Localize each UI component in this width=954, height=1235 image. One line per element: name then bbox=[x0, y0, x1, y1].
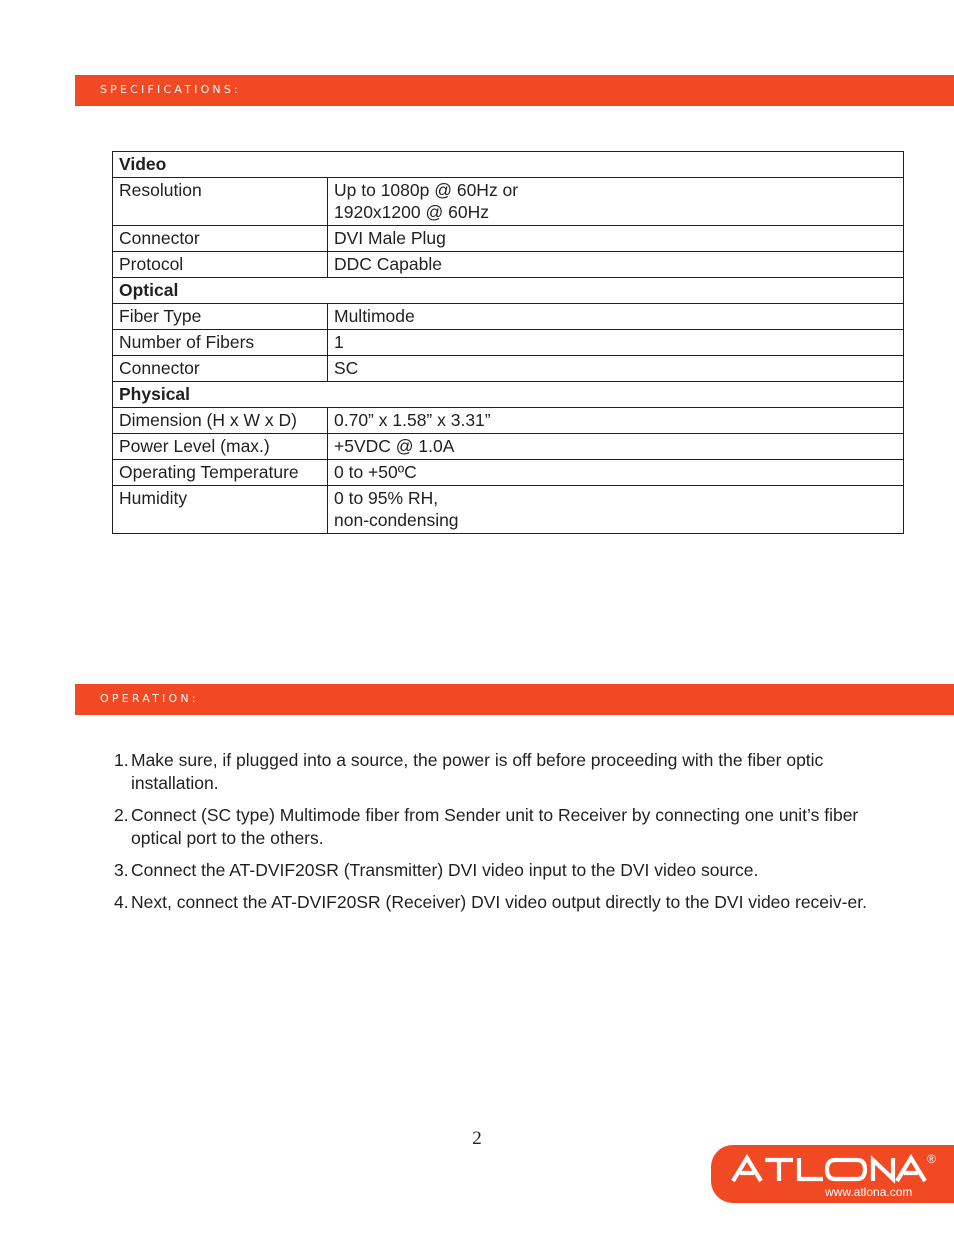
spec-row bbox=[113, 304, 904, 330]
spec-value bbox=[328, 252, 904, 278]
operation-step bbox=[112, 804, 902, 850]
spec-value-line: non-condensing bbox=[334, 510, 459, 530]
spec-label: Resolution bbox=[113, 178, 328, 226]
spec-value-line: +5VDC @ 1.0A bbox=[334, 436, 455, 456]
operation-steps-list bbox=[112, 749, 902, 923]
spec-label: Humidity bbox=[113, 486, 328, 534]
spec-value-line: Up to 1080p @ 60Hz or bbox=[334, 180, 519, 200]
spec-label: Fiber Type bbox=[113, 304, 328, 330]
page-number: 2 bbox=[472, 1128, 482, 1149]
spec-row bbox=[113, 434, 904, 460]
atlona-logo bbox=[711, 1145, 954, 1203]
spec-label: Connector bbox=[113, 356, 328, 382]
spec-label: Power Level (max.) bbox=[113, 434, 328, 460]
step-number: 1. bbox=[114, 750, 129, 770]
spec-label: Protocol bbox=[113, 252, 328, 278]
spec-row bbox=[113, 330, 904, 356]
spec-value-line: 0 to +50ºC bbox=[334, 462, 417, 482]
operation-step bbox=[112, 891, 902, 914]
spec-group-heading-row bbox=[113, 278, 904, 304]
spec-row bbox=[113, 252, 904, 278]
spec-value bbox=[328, 460, 904, 486]
spec-value bbox=[328, 226, 904, 252]
specifications-heading: SPECIFICATIONS: bbox=[100, 83, 241, 96]
spec-value-line: Multimode bbox=[334, 306, 415, 326]
spec-row bbox=[113, 408, 904, 434]
step-text: Make sure, if plugged into a source, the power is off before proceeding with the fiber optic installation. bbox=[131, 750, 824, 793]
specifications-section-bar bbox=[75, 75, 954, 106]
spec-row bbox=[113, 226, 904, 252]
spec-value-line: DVI Male Plug bbox=[334, 228, 446, 248]
step-number: 3. bbox=[114, 860, 129, 880]
spec-group-heading: Video bbox=[113, 152, 904, 178]
spec-value bbox=[328, 408, 904, 434]
spec-value-line: 1920x1200 @ 60Hz bbox=[334, 202, 489, 222]
spec-row bbox=[113, 356, 904, 382]
step-number: 4. bbox=[114, 892, 129, 912]
spec-row bbox=[113, 460, 904, 486]
spec-group-heading: Optical bbox=[113, 278, 904, 304]
specifications-table bbox=[112, 151, 904, 534]
specifications-table-body bbox=[113, 152, 904, 534]
website-url: www.atlona.com bbox=[825, 1185, 913, 1199]
spec-group-heading: Physical bbox=[113, 382, 904, 408]
spec-label: Connector bbox=[113, 226, 328, 252]
spec-value bbox=[328, 304, 904, 330]
spec-value-line: 1 bbox=[334, 332, 344, 352]
spec-row bbox=[113, 486, 904, 534]
operation-section-bar bbox=[75, 684, 954, 715]
spec-value bbox=[328, 330, 904, 356]
spec-value-line: 0.70” x 1.58” x 3.31” bbox=[334, 410, 491, 430]
step-number: 2. bbox=[114, 805, 129, 825]
spec-value-line: 0 to 95% RH, bbox=[334, 488, 439, 508]
spec-value bbox=[328, 356, 904, 382]
spec-label: Operating Temperature bbox=[113, 460, 328, 486]
spec-value-line: SC bbox=[334, 358, 359, 378]
spec-label: Number of Fibers bbox=[113, 330, 328, 356]
operation-heading: OPERATION: bbox=[100, 692, 199, 705]
spec-group-heading-row bbox=[113, 152, 904, 178]
spec-label: Dimension (H x W x D) bbox=[113, 408, 328, 434]
spec-value bbox=[328, 178, 904, 226]
atlona-wordmark-logo bbox=[731, 1154, 927, 1184]
step-text: Connect the AT-DVIF20SR (Transmitter) DVI video input to the DVI video source. bbox=[131, 860, 759, 880]
spec-value-line: DDC Capable bbox=[334, 254, 442, 274]
registered-mark: ® bbox=[927, 1152, 936, 1166]
spec-value bbox=[328, 486, 904, 534]
step-text: Next, connect the AT-DVIF20SR (Receiver) DVI video output directly to the DVI video receiv-er. bbox=[131, 892, 867, 912]
operation-step bbox=[112, 859, 902, 882]
step-text: Connect (SC type) Multimode fiber from Sender unit to Receiver by connecting one unit’s fiber optical port to the others. bbox=[131, 805, 859, 848]
operation-step bbox=[112, 749, 902, 795]
spec-row bbox=[113, 178, 904, 226]
spec-value bbox=[328, 434, 904, 460]
spec-group-heading-row bbox=[113, 382, 904, 408]
